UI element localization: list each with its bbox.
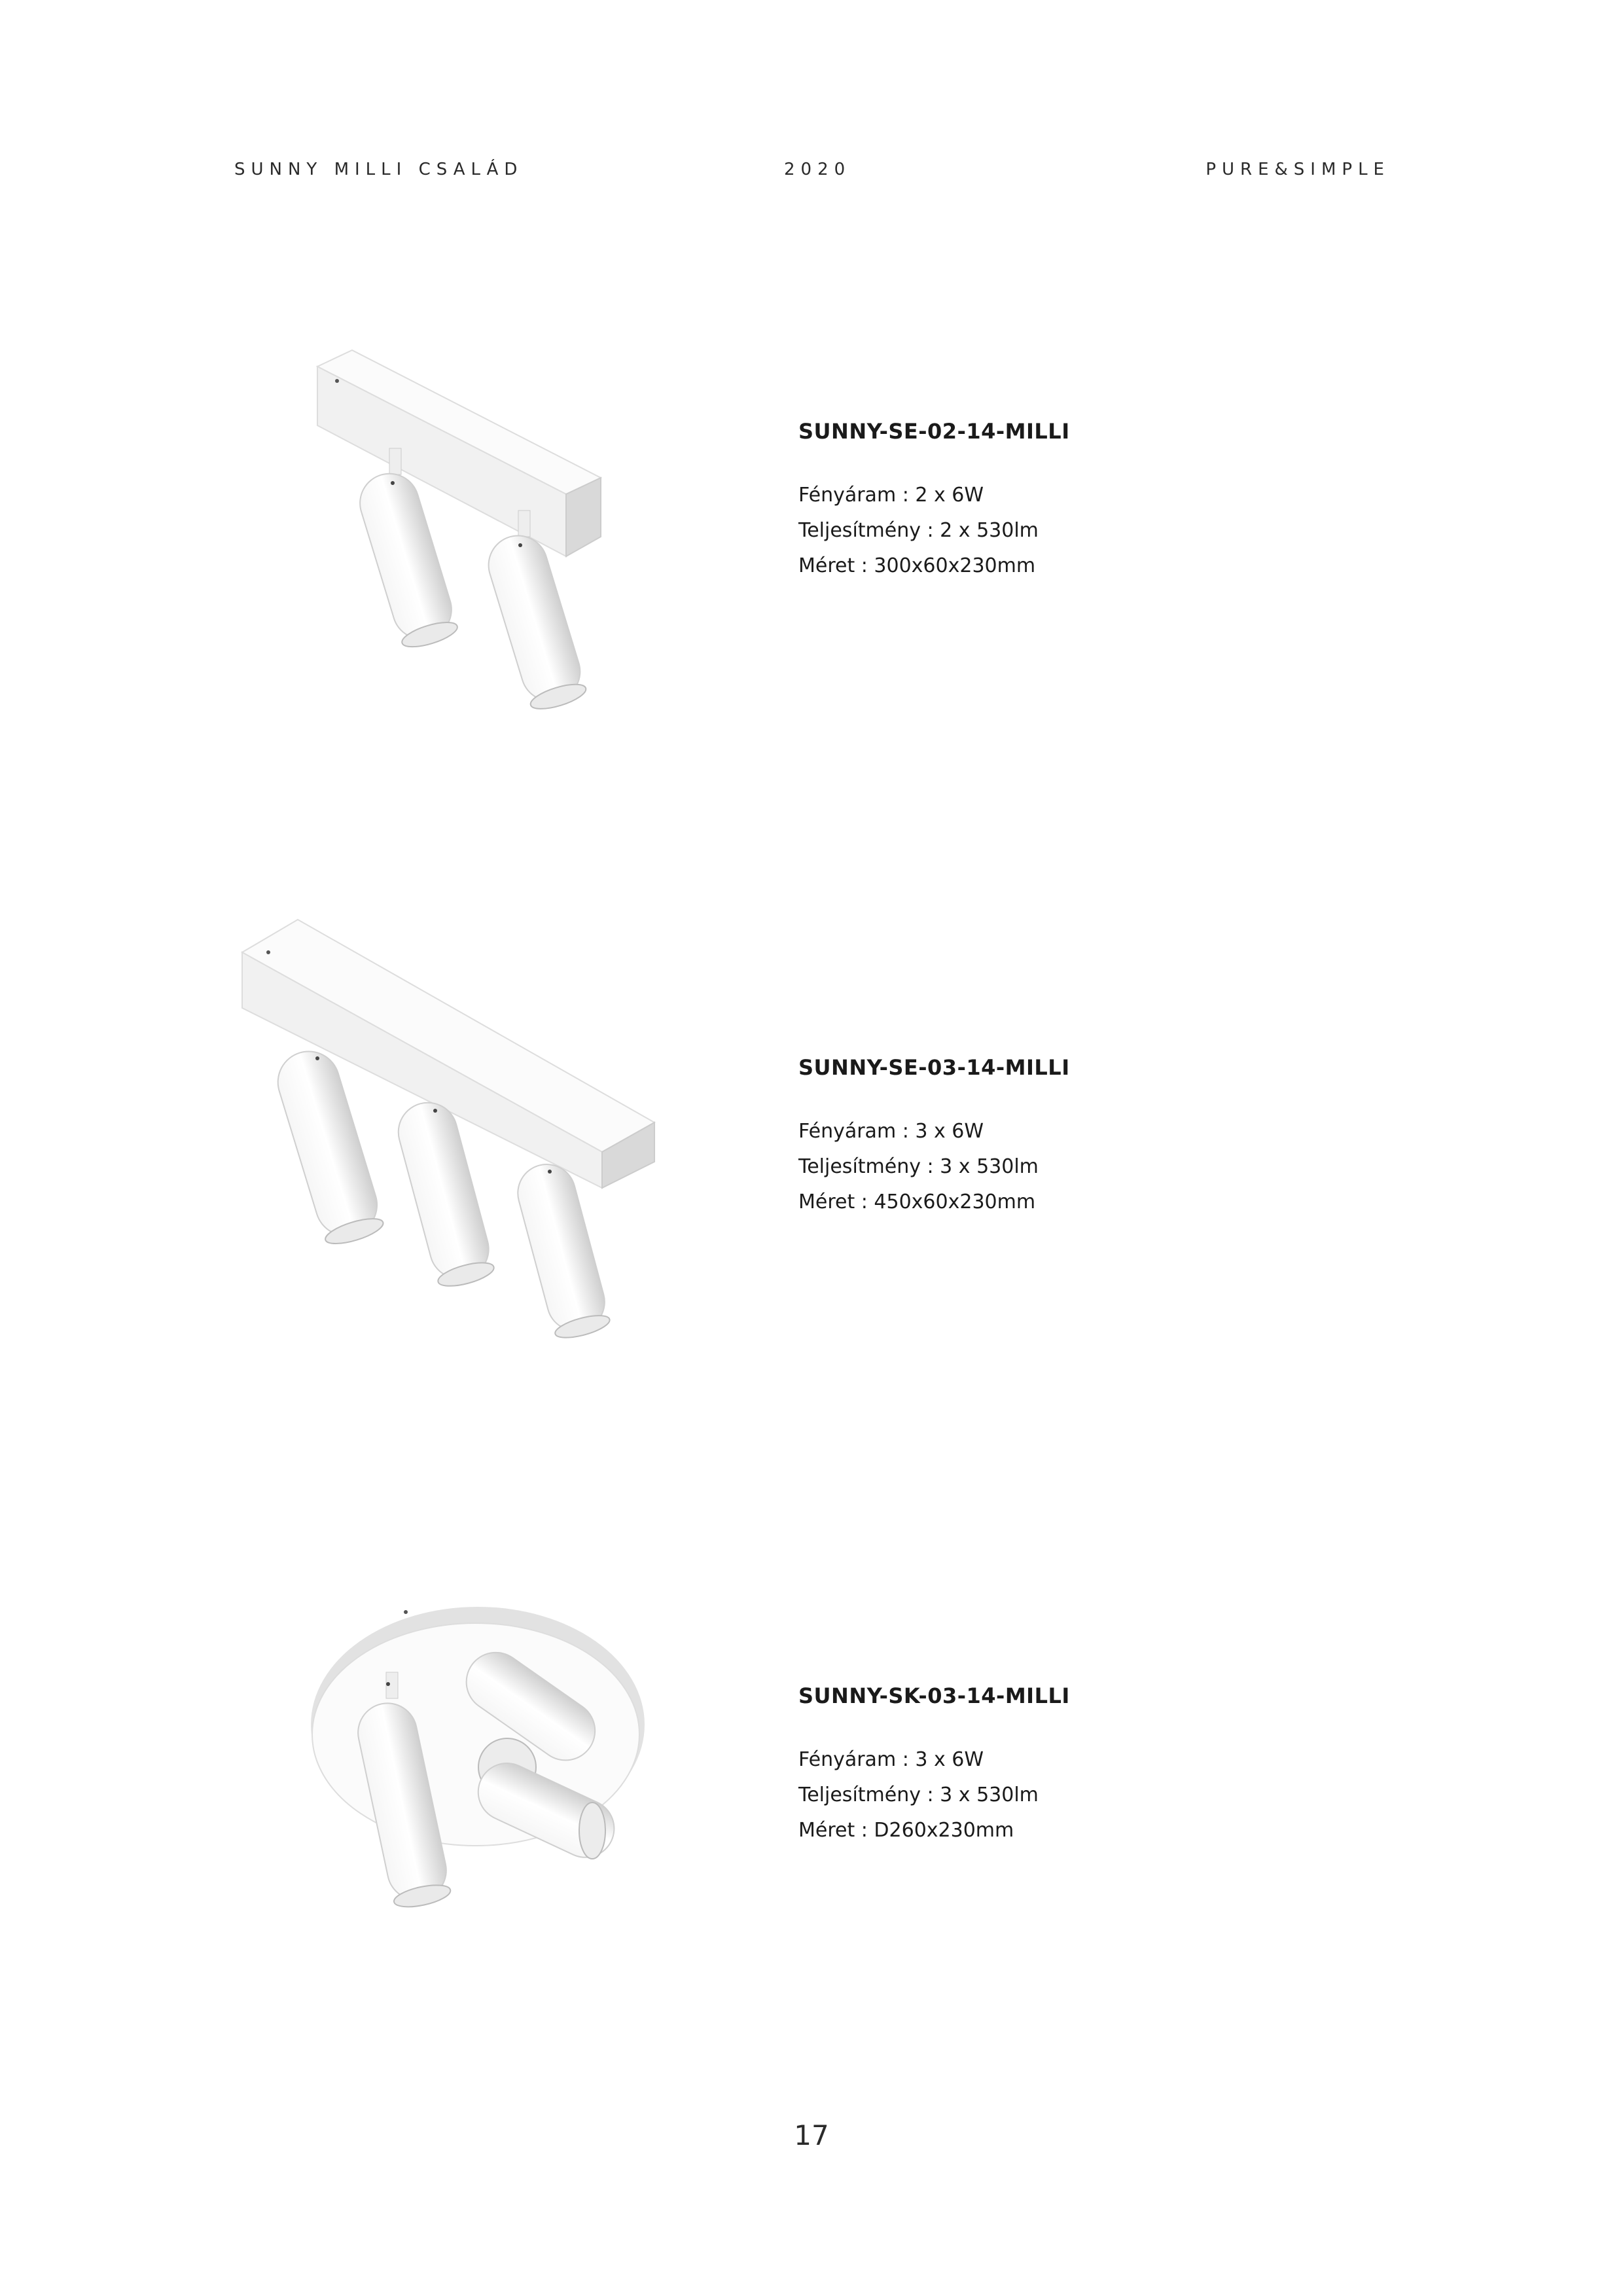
- spec-size: Méret : 450x60x230mm: [798, 1191, 1036, 1213]
- header-year: 2020: [784, 160, 851, 179]
- spec-power: Teljesítmény : 3 x 530lm: [798, 1155, 1039, 1178]
- spec-flux: Fényáram : 3 x 6W: [798, 1748, 984, 1771]
- spec-power: Teljesítmény : 2 x 530lm: [798, 519, 1039, 542]
- product-code: SUNNY-SK-03-14-MILLI: [798, 1683, 1070, 1708]
- page-number: 17: [794, 2119, 829, 2151]
- header-brand-tagline: PURE&SIMPLE: [1205, 160, 1390, 179]
- product-image-se-02: [308, 340, 648, 713]
- product-specs-sk-03: [798, 1683, 1070, 1848]
- product-image-se-03: [236, 913, 694, 1338]
- spec-flux: Fényáram : 2 x 6W: [798, 484, 984, 507]
- spec-size: Méret : 300x60x230mm: [798, 554, 1036, 577]
- spec-flux: Fényáram : 3 x 6W: [798, 1120, 984, 1143]
- spec-power: Teljesítmény : 3 x 530lm: [798, 1784, 1039, 1806]
- product-code: SUNNY-SE-02-14-MILLI: [798, 419, 1070, 444]
- product-image-sk-03: [304, 1594, 651, 1914]
- product-specs-se-02: [798, 419, 1070, 584]
- spec-size: Méret : D260x230mm: [798, 1819, 1014, 1842]
- product-code: SUNNY-SE-03-14-MILLI: [798, 1055, 1070, 1080]
- header-family-title: SUNNY MILLI CSALÁD: [234, 160, 524, 179]
- product-specs-se-03: [798, 1055, 1070, 1220]
